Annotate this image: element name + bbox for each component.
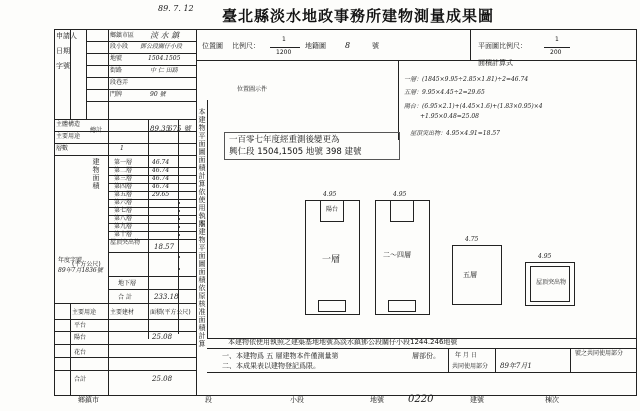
date-label: 日期	[56, 47, 70, 55]
use-header-3: 面積(平方公尺)	[150, 309, 191, 316]
roof-area: 18.57	[154, 243, 175, 251]
floor-name: 第八層	[114, 215, 133, 222]
bottom-label-section: 段	[205, 396, 212, 404]
bottom-building-no: 0220	[408, 394, 434, 405]
number-label: 字號	[56, 62, 70, 70]
vertical-note-4: 本建物平面圖面積依原核准面積計算	[198, 220, 206, 348]
roof-dim: 4.95	[538, 253, 552, 260]
total-label: 總計	[90, 127, 103, 134]
roof-plan-label: 屋頂突出物	[536, 279, 567, 286]
approval-label: 年度字號	[58, 257, 83, 264]
applicant-label: 申請人	[56, 32, 77, 40]
row-value-section: 鄧公段關仔小段	[140, 43, 183, 50]
layers-label: 層數	[56, 145, 69, 152]
bottom-label-township: 鄉鎮市	[78, 396, 99, 404]
row-label-landno: 地號	[110, 55, 123, 62]
footer-note-2: 二、本成果表以建物登記爲限。	[222, 362, 320, 370]
scale-numerator: 1	[282, 36, 286, 43]
district-header: 鄉鎮市區	[110, 32, 135, 39]
row-value-landno: 1504.1505	[148, 55, 181, 62]
floor-name: 第五層	[114, 191, 133, 198]
bottom-label-subsection: 小段	[290, 396, 304, 404]
floor-name: 第六層	[114, 199, 133, 206]
attached-planter: 花台	[74, 349, 87, 356]
footer-note-1: 一、本建物爲 五 層建物本件僅測量第	[222, 352, 339, 360]
bottom-label-landno: 地號	[370, 396, 384, 404]
roof-label: 屋頂突出物	[110, 239, 141, 246]
main-structure-label: 主體構造	[56, 121, 81, 128]
scale-value: 1200	[276, 49, 292, 56]
floor-name: 第四層	[114, 183, 133, 190]
footer-date-label: 年 月 日	[455, 352, 477, 359]
floor5-label: 五層	[463, 271, 477, 279]
date-stamp: 89. 7. 12	[158, 4, 194, 13]
plan-scale-numerator: 1	[555, 36, 559, 43]
empty-area-dot	[178, 226, 180, 228]
footer-survey-label: 共同使用部分	[452, 363, 489, 370]
total2-value: 233.18	[154, 293, 179, 301]
floor5-plan	[452, 245, 502, 305]
total3-value: 25.08	[152, 375, 173, 383]
area-calc-label: 面積計算式	[478, 59, 513, 67]
floor-name: 第一層	[114, 159, 133, 166]
scale-label: 比例尺：	[232, 42, 260, 50]
approval-value: 89年7月1836號	[58, 267, 103, 274]
total-stamp: 675 號	[168, 125, 191, 133]
calc-line-2: 五層：9.95×4.45÷2=29.65	[404, 89, 485, 96]
page-title: 臺北縣淡水地政事務所建物測量成果圖	[222, 7, 495, 25]
use-header-2: 主要建材	[110, 309, 135, 316]
total-value: 89.35	[150, 125, 171, 133]
floor-area: 46.74	[152, 167, 170, 174]
floor1-stair	[318, 300, 346, 312]
floor1-label: 一層	[322, 255, 341, 265]
vertical-note-1: 本建物平面圖面積計算依使用執照	[198, 108, 206, 228]
calc-line-1: 一層：(1845×9.95÷2.85×1.81)÷2=46.74	[404, 76, 529, 83]
layer-count: 1	[120, 145, 124, 152]
empty-area-dot	[178, 234, 180, 236]
notes-line-1: 一百零七年度經重測後變更為	[229, 135, 340, 145]
floor1-dim: 4.95	[323, 191, 337, 198]
license-note: 本建物依使用執照之建築基地地號為淡水鎮鄧公段關仔小段1244.246地號	[228, 338, 458, 346]
calc-line-5: 屋頂突出物：4.95×4.91=18.57	[410, 130, 500, 137]
plan-scale-value: 200	[550, 49, 562, 56]
footer-note-1-mid: 層部份。	[412, 352, 440, 360]
floor2-balcony	[390, 200, 414, 222]
floor-area: 46.74	[152, 159, 170, 166]
floor2-label: 二～四層	[383, 251, 411, 259]
empty-area-dot	[178, 210, 180, 212]
township-value: 淡 水 鎮	[150, 31, 180, 40]
main-use-label: 主要用途	[56, 133, 81, 140]
floor2-dim: 4.95	[393, 191, 407, 198]
attached-balcony: 陽台	[74, 334, 87, 341]
calc-line-4: +1.95×0.48=25.08	[420, 113, 479, 120]
row-label-street: 街路	[110, 67, 123, 74]
floor-area: 46.74	[152, 175, 170, 182]
notes-line-2: 興仁段 1504,1505 地號 398 建號	[229, 147, 362, 157]
attached-platform: 平台	[74, 322, 87, 329]
attached-value: 25.08	[152, 333, 173, 341]
floor-name: 第二層	[114, 167, 133, 174]
floor2-stair	[388, 300, 416, 312]
row-label-lane: 段巷弄	[110, 79, 129, 86]
area-unit-label: (平方公尺)	[72, 261, 101, 268]
bottom-label-buildno: 建號	[470, 396, 484, 404]
footer-joint-label: 號之共同使用部分	[575, 350, 624, 357]
floor-name: 第十層	[114, 231, 133, 238]
row-label-section: 段小段	[110, 43, 129, 50]
plan-scale-label: 平面圖比例尺：	[478, 42, 527, 50]
footer-survey-date: 89年7月1	[500, 362, 532, 370]
floor1-balcony-label: 陽台	[326, 206, 339, 213]
bottom-label-unit: 棟次	[545, 396, 559, 404]
empty-area-dot	[178, 218, 180, 220]
position-map-label: 位置圖	[202, 42, 223, 50]
landno-suffix: 號	[372, 42, 379, 50]
row-value-street: 中 仁 田路	[150, 67, 178, 74]
total2-label: 合 計	[118, 294, 132, 301]
basement-label: 地下層	[118, 280, 137, 287]
floor-name: 第七層	[114, 207, 133, 214]
row-value-doorplate: 90 號	[150, 91, 166, 98]
position-sketch-label: 位置圖示件	[237, 86, 268, 93]
total3-label: 合計	[74, 376, 87, 383]
building-area-vertical-label: 建物面積	[92, 158, 100, 190]
floor-name: 第三層	[114, 175, 133, 182]
floor-area: 29.65	[152, 191, 170, 198]
empty-area-dot	[178, 202, 180, 204]
landno-label: 地籍圖	[305, 42, 326, 50]
floor5-dim: 4.75	[465, 236, 479, 243]
landno-value: 8	[345, 41, 351, 50]
floor-name: 第九層	[114, 223, 133, 230]
row-label-doorplate: 門牌	[110, 91, 123, 98]
calc-line-3: 陽台：(6.95×2.1)+(4.45×1.6)+(1.83×0.95)×4	[404, 103, 543, 110]
floor-area: 46.74	[152, 183, 170, 190]
use-header-1: 主要用途	[72, 309, 97, 316]
